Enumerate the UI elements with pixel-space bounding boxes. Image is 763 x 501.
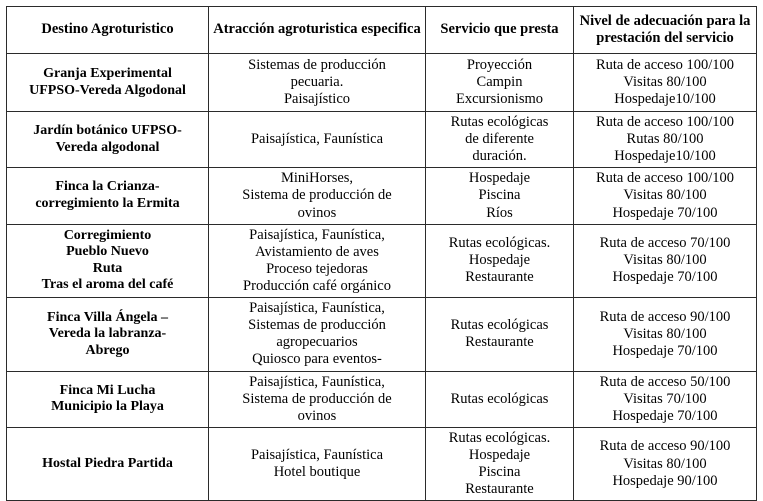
cell-line: Piscina (478, 187, 521, 204)
cell-line: UFPSO-Vereda Algodonal (29, 82, 186, 98)
cell-line: Corregimiento (63, 227, 152, 243)
cell-line: Municipio la Playa (51, 399, 164, 415)
cell-atraccion (209, 112, 426, 168)
cell-line: Sistema de producción de (242, 187, 392, 204)
cell-line: Ríos (486, 204, 513, 221)
cell-line: Visitas 80/100 (623, 455, 707, 472)
cell-servicio (426, 54, 574, 112)
cell-line: Sistema de producción de (242, 390, 392, 407)
cell-line: Restaurante (465, 481, 534, 498)
column-header-nivel: Nivel de adecuación para la prestación del servicio (574, 7, 757, 54)
table-header-row (7, 7, 757, 54)
cell-line: Excursionismo (456, 91, 543, 108)
cell-line: Ruta de acceso 90/100 (599, 308, 731, 325)
cell-line: Restaurante (465, 334, 534, 351)
cell-servicio (426, 168, 574, 224)
cell-destino (7, 168, 209, 224)
cell-destino (7, 112, 209, 168)
cell-nivel (574, 112, 757, 168)
cell-line: Rutas ecológicas (450, 317, 549, 334)
cell-line: Finca Villa Ángela – (47, 309, 168, 325)
cell-nivel (574, 371, 757, 427)
cell-destino (7, 224, 209, 297)
cell-line: Finca Mi Lucha (59, 382, 156, 398)
cell-line: corregimiento la Ermita (35, 195, 180, 211)
cell-atraccion (209, 371, 426, 427)
cell-line: Paisajística, Faunística, (249, 226, 385, 243)
cell-line: Finca la Crianza- (55, 179, 160, 195)
cell-nivel (574, 298, 757, 371)
cell-line: Ruta de acceso 50/100 (599, 373, 731, 390)
table-row (7, 54, 757, 112)
cell-line: Ruta de acceso 70/100 (599, 235, 731, 252)
cell-line: Proceso tejedoras (266, 260, 368, 277)
cell-line: Hotel boutique (273, 464, 361, 481)
cell-line: Hospedaje 70/100 (612, 269, 718, 286)
cell-atraccion (209, 224, 426, 297)
cell-line: Ruta de acceso 90/100 (599, 438, 731, 455)
table-body (7, 54, 757, 501)
cell-line: Quiosco para eventos- (252, 351, 382, 368)
table-header (7, 7, 757, 54)
cell-nivel (574, 224, 757, 297)
cell-line: Tras el aroma del café (41, 277, 174, 293)
cell-line: Jardín botánico UFPSO- (33, 123, 182, 139)
cell-line: Vereda la labranza- (48, 326, 167, 342)
cell-line: Paisajístico (283, 91, 351, 108)
cell-line: pecuaria. (290, 73, 344, 90)
cell-line: Rutas ecológicas (450, 114, 549, 130)
cell-line: Paisajística, Faunística (250, 131, 384, 148)
cell-line: Paisajística, Faunística (250, 446, 384, 463)
cell-line: Ruta de acceso 100/100 (595, 56, 735, 73)
cell-destino (7, 427, 209, 500)
agrotourism-destinations-table (6, 6, 757, 501)
column-header-destino: Destino Agroturistico (7, 7, 209, 54)
cell-line: Hospedaje (468, 252, 531, 269)
cell-atraccion (209, 168, 426, 224)
cell-line: Ruta de acceso 100/100 (595, 170, 735, 187)
cell-destino (7, 298, 209, 371)
table-row (7, 224, 757, 297)
cell-line: Hospedaje (468, 446, 531, 463)
cell-line: Visitas 80/100 (623, 73, 707, 90)
cell-line: Hospedaje 90/100 (612, 472, 718, 489)
cell-destino (7, 371, 209, 427)
cell-destino (7, 54, 209, 112)
table-row (7, 168, 757, 224)
cell-atraccion (209, 54, 426, 112)
table-row (7, 298, 757, 371)
cell-line: Pueblo Nuevo (66, 244, 149, 260)
cell-line: Sistemas de producción (248, 317, 386, 334)
cell-line: Visitas 80/100 (623, 187, 707, 204)
cell-line: Paisajística, Faunística, (249, 300, 385, 317)
cell-line: Visitas 70/100 (623, 390, 707, 407)
cell-line: Abrego (85, 342, 130, 358)
cell-line: Hostal Piedra Partida (42, 455, 173, 471)
column-header-servicio: Servicio que presta (426, 7, 574, 54)
cell-line: Ruta de acceso 100/100 (595, 114, 735, 130)
cell-line: Granja Experimental (43, 65, 172, 81)
cell-line: Hospedaje (468, 170, 531, 187)
cell-line: ovinos (297, 407, 337, 424)
cell-line: Hospedaje10/100 (614, 91, 716, 108)
cell-line: Avistamiento de aves (255, 243, 379, 260)
cell-line: agropecuarios (276, 334, 358, 351)
cell-servicio (426, 371, 574, 427)
cell-line: Paisajística, Faunística, (249, 373, 385, 390)
cell-line: Hospedaje 70/100 (612, 342, 718, 359)
cell-line: Rutas 80/100 (626, 131, 704, 148)
cell-nivel (574, 427, 757, 500)
cell-line: Restaurante (465, 269, 534, 286)
cell-nivel (574, 54, 757, 112)
cell-atraccion (209, 298, 426, 371)
cell-line: Sistemas de producción (248, 56, 386, 73)
cell-line: Ruta (92, 260, 123, 276)
cell-servicio (426, 112, 574, 168)
table-row (7, 371, 757, 427)
cell-line: Vereda algodonal (55, 139, 160, 155)
cell-line: Rutas ecológicas. (448, 429, 551, 446)
cell-line: Campin (476, 73, 523, 90)
cell-nivel (574, 168, 757, 224)
cell-line: Visitas 80/100 (623, 252, 707, 269)
table-row (7, 112, 757, 168)
cell-line: Hospedaje 70/100 (612, 204, 718, 221)
cell-line: Proyección (466, 56, 533, 73)
table-row (7, 427, 757, 500)
cell-servicio (426, 427, 574, 500)
cell-line: Rutas ecológicas. (448, 235, 551, 252)
agrotourism-table-container (6, 6, 756, 501)
cell-line: Rutas ecológicas (450, 390, 549, 407)
cell-servicio (426, 298, 574, 371)
cell-line: de diferente (465, 131, 534, 148)
cell-line: MiniHorses, (280, 170, 354, 187)
cell-line: Hospedaje 70/100 (612, 407, 718, 424)
cell-line: Hospedaje10/100 (614, 148, 716, 165)
cell-atraccion (209, 427, 426, 500)
cell-line: Piscina (478, 464, 521, 481)
cell-line: ovinos (297, 204, 337, 221)
cell-servicio (426, 224, 574, 297)
cell-line: Producción café orgánico (243, 277, 391, 294)
cell-line: Visitas 80/100 (623, 325, 707, 342)
cell-line: duración. (472, 148, 527, 165)
column-header-atraccion: Atracción agroturistica especifica (209, 7, 426, 54)
